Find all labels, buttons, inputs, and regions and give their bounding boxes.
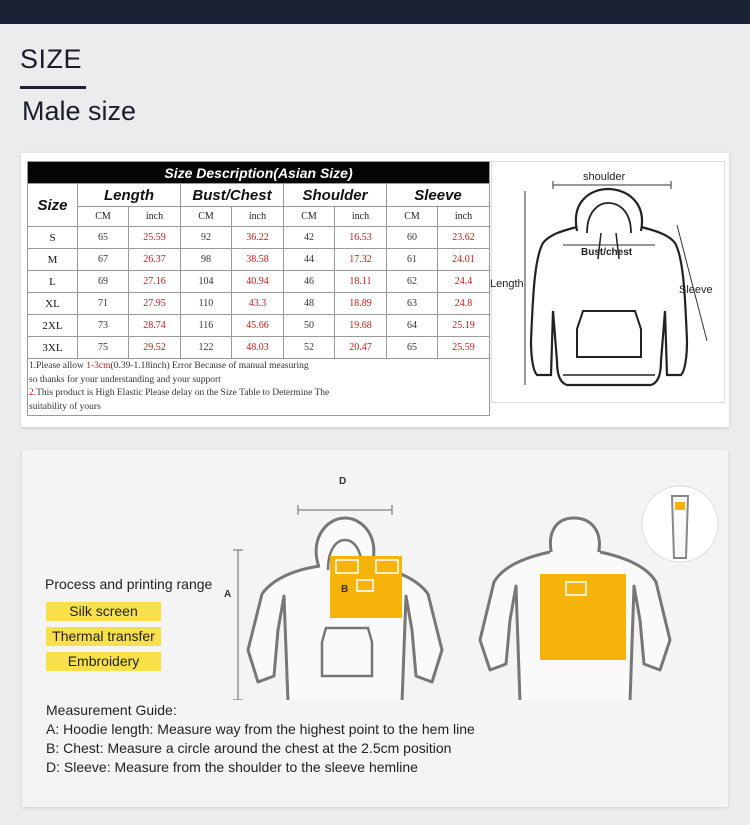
cm-value-cell: 104 <box>181 271 232 293</box>
hoodie-measurement-diagram <box>491 161 725 403</box>
measurement-guide <box>46 701 475 777</box>
print-range-card <box>22 450 728 807</box>
hoodie-outline-image <box>491 161 725 403</box>
method-embroidery: Embroidery <box>46 652 161 671</box>
table-notes <box>28 359 490 416</box>
group-header-length: Length <box>78 184 181 207</box>
cm-value-cell: 65 <box>78 227 129 249</box>
table-row <box>28 249 490 271</box>
table-row <box>28 337 490 359</box>
cm-value-cell: 44 <box>284 249 335 271</box>
note-2-line-2: suitability of yours <box>29 401 101 412</box>
inch-value-cell: 36.22 <box>232 227 284 249</box>
guide-line-d: D: Sleeve: Measure from the shoulder to the sleeve hemline <box>46 759 418 775</box>
note-2-text: This product is High Elastic Please delay on the Size Table to Determine The <box>36 388 330 398</box>
shoulder-label: shoulder <box>583 171 626 183</box>
cm-value-cell: 62 <box>387 271 438 293</box>
method-thermal-transfer: Thermal transfer <box>46 627 161 646</box>
cm-value-cell: 73 <box>78 315 129 337</box>
note-1-text: (0.39-1.18inch) Error Because of manual measuring <box>110 361 309 371</box>
inch-value-cell: 48.03 <box>232 337 284 359</box>
unit-header: inch <box>335 207 387 227</box>
cm-value-cell: 52 <box>284 337 335 359</box>
inch-value-cell: 24.8 <box>438 293 490 315</box>
unit-header: inch <box>232 207 284 227</box>
cm-value-cell: 116 <box>181 315 232 337</box>
inch-value-cell: 27.95 <box>129 293 181 315</box>
cm-value-cell: 60 <box>387 227 438 249</box>
inch-value-cell: 16.53 <box>335 227 387 249</box>
inch-value-cell: 40.94 <box>232 271 284 293</box>
top-banner-bar <box>0 0 750 24</box>
process-title: Process and printing range <box>45 576 213 592</box>
cm-value-cell: 65 <box>387 337 438 359</box>
table-title: Size Description(Asian Size) <box>28 162 490 184</box>
size-name-cell: 2XL <box>28 315 78 337</box>
size-heading: SIZE <box>20 44 83 74</box>
size-name-cell: M <box>28 249 78 271</box>
cm-value-cell: 46 <box>284 271 335 293</box>
guide-title: Measurement Guide: <box>46 702 177 718</box>
sleeve-label: Sleeve <box>679 284 713 296</box>
inch-value-cell: 24.01 <box>438 249 490 271</box>
note-1-tolerance: 1-3cm <box>86 361 111 371</box>
method-silk-screen: Silk screen <box>46 602 161 621</box>
cm-value-cell: 64 <box>387 315 438 337</box>
cm-value-cell: 75 <box>78 337 129 359</box>
note-2-prefix: 2. <box>29 388 37 398</box>
size-name-cell: S <box>28 227 78 249</box>
size-name-cell: L <box>28 271 78 293</box>
inch-value-cell: 43.3 <box>232 293 284 315</box>
note-1-prefix: 1.Please allow <box>29 361 87 371</box>
inch-value-cell: 25.59 <box>129 227 181 249</box>
unit-header: CM <box>78 207 129 227</box>
heading-underline <box>20 86 86 89</box>
table-row <box>28 271 490 293</box>
inch-value-cell: 45.66 <box>232 315 284 337</box>
cm-value-cell: 98 <box>181 249 232 271</box>
table-row <box>28 227 490 249</box>
cm-value-cell: 122 <box>181 337 232 359</box>
inch-value-cell: 25.19 <box>438 315 490 337</box>
inch-value-cell: 23.62 <box>438 227 490 249</box>
inch-value-cell: 17.32 <box>335 249 387 271</box>
cm-value-cell: 42 <box>284 227 335 249</box>
size-table <box>27 161 490 416</box>
size-column-header: Size <box>28 184 78 227</box>
table-row <box>28 315 490 337</box>
group-header-sleeve: Sleeve <box>387 184 490 207</box>
group-header-shoulder: Shoulder <box>284 184 387 207</box>
cm-value-cell: 69 <box>78 271 129 293</box>
guide-line-b: B: Chest: Measure a circle around the chest at the 2.5cm position <box>46 740 452 756</box>
inch-value-cell: 27.16 <box>129 271 181 293</box>
size-name-cell: 3XL <box>28 337 78 359</box>
cm-value-cell: 50 <box>284 315 335 337</box>
inch-value-cell: 20.47 <box>335 337 387 359</box>
cm-value-cell: 61 <box>387 249 438 271</box>
unit-header: inch <box>438 207 490 227</box>
size-name-cell: XL <box>28 293 78 315</box>
unit-header: inch <box>129 207 181 227</box>
male-size-heading: Male size <box>22 96 137 126</box>
bust-chest-label: Bust/chest <box>581 247 633 258</box>
hoodie-print-area-illustration <box>212 470 722 700</box>
unit-header: CM <box>284 207 335 227</box>
dimension-b-label: B <box>341 584 349 595</box>
inch-value-cell: 18.11 <box>335 271 387 293</box>
cm-value-cell: 63 <box>387 293 438 315</box>
inch-value-cell: 28.74 <box>129 315 181 337</box>
cm-value-cell: 48 <box>284 293 335 315</box>
inch-value-cell: 38.58 <box>232 249 284 271</box>
unit-header: CM <box>387 207 438 227</box>
inch-value-cell: 18.89 <box>335 293 387 315</box>
dimension-d-label: D <box>339 476 347 487</box>
cm-value-cell: 92 <box>181 227 232 249</box>
size-chart-card <box>21 153 729 427</box>
inch-value-cell: 24.4 <box>438 271 490 293</box>
length-label: Length <box>490 278 524 290</box>
dimension-a-label: A <box>224 589 232 600</box>
inch-value-cell: 25.59 <box>438 337 490 359</box>
table-row <box>28 293 490 315</box>
inch-value-cell: 19.68 <box>335 315 387 337</box>
cm-value-cell: 71 <box>78 293 129 315</box>
cm-value-cell: 110 <box>181 293 232 315</box>
guide-line-a: A: Hoodie length: Measure way from the highest point to the hem line <box>46 721 475 737</box>
note-1-line-2: so thanks for your understanding and your support <box>29 374 221 385</box>
group-header-bust: Bust/Chest <box>181 184 284 207</box>
cm-value-cell: 67 <box>78 249 129 271</box>
inch-value-cell: 26.37 <box>129 249 181 271</box>
unit-header: CM <box>181 207 232 227</box>
inch-value-cell: 29.52 <box>129 337 181 359</box>
